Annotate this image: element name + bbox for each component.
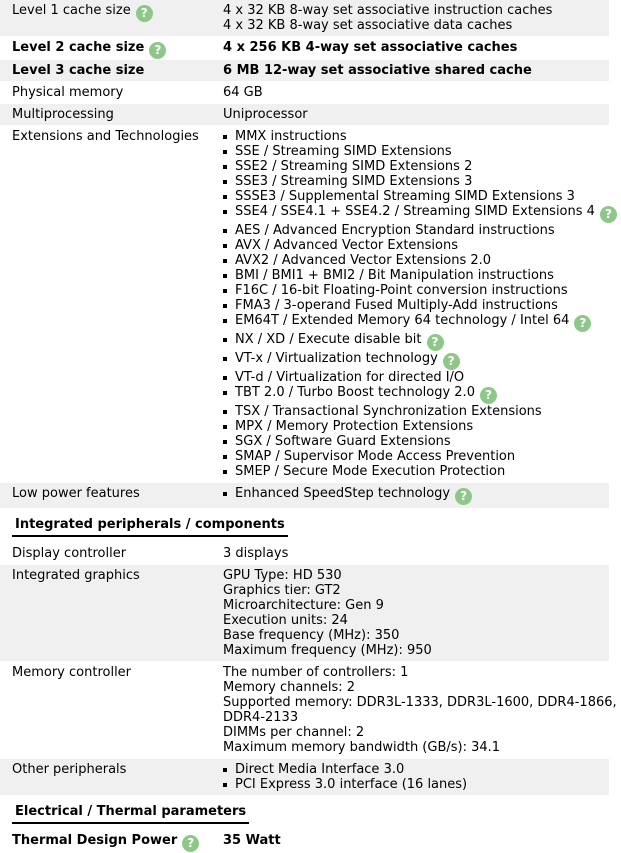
row-multiprocessing — [0, 104, 609, 126]
row-memory-controller — [0, 662, 617, 759]
row-label: Physical memory — [12, 85, 124, 100]
extensions-list — [223, 129, 617, 479]
row-value — [212, 126, 621, 482]
row-display-controller — [0, 543, 609, 565]
help-icon[interactable]: ? — [455, 488, 472, 505]
row-l3-cache — [0, 60, 609, 82]
row-label: Level 3 cache size — [12, 63, 145, 78]
list-item: Direct Media Interface 3.0 — [223, 762, 605, 777]
row-label: Memory controller — [12, 665, 132, 680]
help-icon[interactable]: ? — [182, 835, 199, 852]
list-item: SGX / Software Guard Extensions — [223, 434, 617, 449]
list-item: VT-x / Virtualization technology ? — [223, 351, 617, 370]
row-label: Other peripherals — [12, 762, 127, 777]
row-label: Integrated graphics — [12, 568, 140, 583]
row-value: 35 Watt — [223, 833, 281, 848]
help-icon[interactable]: ? — [136, 5, 153, 22]
row-integrated-graphics — [0, 565, 609, 662]
list-item: VT-d / Virtualization for directed I/O — [223, 370, 617, 385]
row-value: 4 x 32 KB 8-way set associative instruction caches 4 x 32 KB 8-way set associative data caches — [223, 3, 553, 33]
list-item: AES / Advanced Encryption Standard instructions — [223, 223, 617, 238]
row-label: Level 2 cache size ? — [0, 37, 212, 59]
list-item: SSE / Streaming SIMD Extensions — [223, 144, 617, 159]
list-item: FMA3 / 3-operand Fused Multiply-Add instructions — [223, 298, 617, 313]
row-value: 64 GB — [223, 85, 263, 100]
help-icon[interactable]: ? — [600, 206, 617, 223]
row-value: Uniprocessor — [223, 107, 308, 122]
row-value: 6 MB 12-way set associative shared cache — [223, 63, 532, 78]
list-item: SSE4 / SSE4.1 + SSE4.2 / Streaming SIMD Extensions 4 ? — [223, 204, 617, 223]
row-other-peripherals — [0, 759, 609, 796]
section-heading-electrical: Electrical / Thermal parameters — [0, 802, 609, 824]
list-item: SMAP / Supervisor Mode Access Prevention — [223, 449, 617, 464]
list-item: Enhanced SpeedStep technology ? — [223, 486, 605, 505]
list-item: PCI Express 3.0 interface (16 lanes) — [223, 777, 605, 792]
row-tdp — [0, 830, 609, 853]
row-l1-cache — [0, 0, 609, 37]
list-item: AVX / Advanced Vector Extensions — [223, 238, 617, 253]
row-extensions — [0, 126, 612, 483]
help-icon[interactable]: ? — [149, 42, 166, 59]
help-icon[interactable]: ? — [574, 315, 591, 332]
list-item: TBT 2.0 / Turbo Boost technology 2.0 ? — [223, 385, 617, 404]
row-label: Display controller — [12, 546, 127, 561]
row-label: Low power features — [12, 486, 140, 501]
row-value: The number of controllers: 1 Memory channels: 2 Supported memory: DDR3L-1333, DDR3L-1600, DDR4-1866, DDR4-2133 DIMMs per channel: 2 Maximum memory bandwidth (GB/s): 34.1 — [223, 665, 617, 755]
row-value: GPU Type: HD 530 Graphics tier: GT2 Microarchitecture: Gen 9 Execution units: 24 Base frequency (MHz): 350 Maximum frequency (MHz): 950 — [223, 568, 432, 658]
row-value: 3 displays — [223, 546, 289, 561]
row-label: Multiprocessing — [12, 107, 114, 122]
row-low-power — [0, 483, 609, 509]
list-item: SSE2 / Streaming SIMD Extensions 2 — [223, 159, 617, 174]
list-item: MPX / Memory Protection Extensions — [223, 419, 617, 434]
row-value — [212, 759, 609, 795]
help-icon[interactable]: ? — [427, 334, 444, 351]
list-item: NX / XD / Execute disable bit ? — [223, 332, 617, 351]
row-label: Level 1 cache size ? — [0, 0, 212, 36]
list-item: SSSE3 / Supplemental Streaming SIMD Extensions 3 — [223, 189, 617, 204]
row-value — [212, 483, 609, 508]
section-heading-peripherals: Integrated peripherals / components — [0, 515, 609, 537]
list-item: SMEP / Secure Mode Execution Protection — [223, 464, 617, 479]
list-item: F16C / 16-bit Floating-Point conversion instructions — [223, 283, 617, 298]
help-icon[interactable]: ? — [443, 353, 460, 370]
row-value: 4 x 256 KB 4-way set associative caches — [223, 40, 518, 55]
list-item: BMI / BMI1 + BMI2 / Bit Manipulation instructions — [223, 268, 617, 283]
list-item: SSE3 / Streaming SIMD Extensions 3 — [223, 174, 617, 189]
list-item: MMX instructions — [223, 129, 617, 144]
row-l2-cache — [0, 37, 609, 60]
row-label: Extensions and Technologies — [12, 129, 199, 144]
help-icon[interactable]: ? — [480, 387, 497, 404]
row-label: Thermal Design Power ? — [0, 830, 212, 852]
list-item: TSX / Transactional Synchronization Extensions — [223, 404, 617, 419]
row-physical-memory — [0, 82, 609, 104]
list-item: AVX2 / Advanced Vector Extensions 2.0 — [223, 253, 617, 268]
list-item: EM64T / Extended Memory 64 technology / Intel 64 ? — [223, 313, 617, 332]
